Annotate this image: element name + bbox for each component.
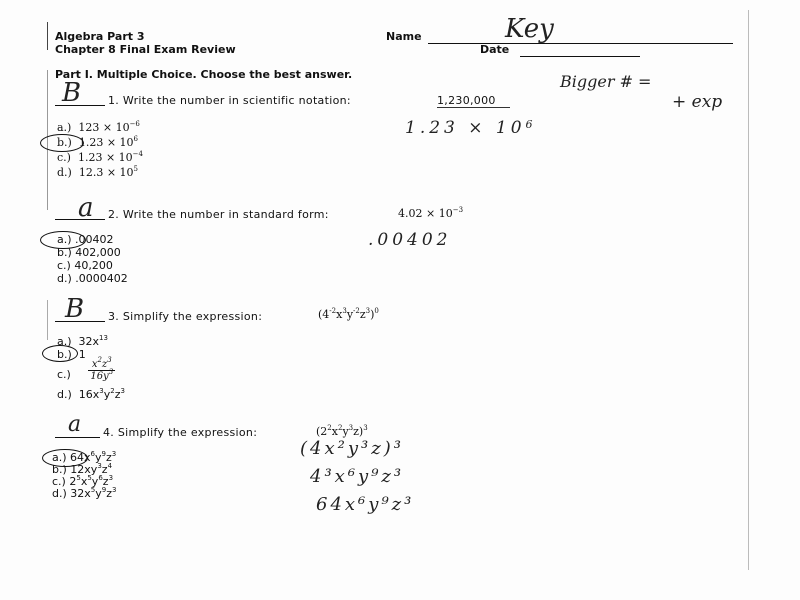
option-c: c.) $2^5x^5y^6z^3$	[52, 474, 114, 488]
student-work: 4³x⁶y⁹z³	[310, 466, 405, 487]
student-work: .00402	[368, 230, 452, 250]
option-label: b.)	[57, 348, 72, 361]
name-value: Key	[505, 14, 554, 44]
course-title: Algebra Part 3	[55, 30, 145, 43]
question-expression	[398, 207, 463, 220]
option-exponent: 5	[133, 165, 139, 173]
answer-mark: B	[65, 294, 85, 324]
option-exponent: −6	[129, 120, 140, 128]
answer-mark: B	[62, 78, 82, 108]
option-text: 12xy	[70, 463, 98, 476]
question-expression: $(2^2x^2y^3z)^3$	[316, 424, 368, 438]
expression-exponent: −3	[452, 206, 464, 214]
option-text: 123 × 10	[78, 121, 130, 134]
answer-mark: a	[78, 193, 94, 223]
work-exponent: 6	[525, 118, 537, 131]
name-label: Name	[386, 30, 422, 43]
option-text: 32x	[70, 487, 91, 500]
option-text: 2	[69, 475, 77, 488]
option-text: 12.3 × 10	[78, 166, 134, 179]
option-text: 64x	[70, 451, 91, 464]
question-prompt: 4. Simplify the expression:	[103, 426, 258, 439]
question-prompt: 2. Write the number in standard form:	[108, 208, 329, 221]
option-text: .0000402	[75, 272, 128, 285]
question-expression: 1,230,000	[437, 94, 496, 107]
option-a: a.) $64x^6y^9z^3$	[52, 450, 117, 464]
margin-note: + exp	[672, 92, 723, 112]
option-text: 1.23 × 10	[77, 151, 133, 164]
option-d: d.) $16x^3y^2z^3$	[57, 387, 125, 401]
left-margin-mark	[47, 300, 48, 340]
expression-underline	[437, 107, 510, 108]
answer-blank	[55, 437, 100, 438]
option-d	[57, 272, 128, 285]
option-b	[57, 246, 121, 259]
option-label: a.)	[57, 233, 72, 246]
option-text: 32x	[78, 335, 100, 348]
work-text: 1.23 × 10	[405, 118, 526, 138]
name-line	[428, 43, 733, 44]
option-c	[57, 355, 115, 382]
option-exponent: −4	[132, 150, 143, 158]
option-label: b.)	[57, 246, 72, 259]
option-label: a.)	[57, 121, 72, 134]
expression-text: 4.02 × 10	[398, 207, 453, 220]
option-text: 16x	[78, 388, 100, 401]
option-a	[57, 121, 140, 134]
question-expression: $(4^{-2}x^3y^{-2}z^3)^0$	[318, 307, 379, 321]
student-work	[405, 118, 537, 138]
option-label: d.)	[57, 388, 72, 401]
right-margin-mark	[748, 10, 749, 570]
selected-option-circle	[40, 134, 84, 152]
option-b: b.) $12xy^3z^4$	[52, 462, 113, 476]
option-exponent: 6	[133, 135, 139, 143]
option-label: b.)	[57, 136, 72, 149]
option-text: .00402	[75, 233, 114, 246]
question-prompt: 1. Write the number in scientific notation:	[108, 94, 351, 107]
date-label: Date	[480, 43, 510, 56]
option-label: d.)	[52, 487, 67, 500]
option-text: 1.23 × 10	[78, 136, 134, 149]
answer-mark: a	[68, 412, 82, 437]
option-label: d.)	[57, 272, 72, 285]
option-label: a.)	[52, 451, 67, 464]
option-label: b.)	[52, 463, 67, 476]
option-d: d.) $32x^5y^9z^3$	[52, 486, 117, 500]
part-heading: Part I. Multiple Choice. Choose the best answer.	[55, 68, 353, 81]
option-c	[57, 151, 143, 164]
option-label: a.)	[57, 335, 72, 348]
option-label: c.)	[52, 475, 66, 488]
chapter-title: Chapter 8 Final Exam Review	[55, 43, 236, 56]
option-c	[57, 259, 113, 272]
option-fraction: $\frac{x^2z^3}{16y^3}$	[90, 355, 114, 382]
option-text: 40,200	[74, 259, 113, 272]
student-work: (4x²y³z)³	[300, 438, 404, 459]
option-a: a.) $32x^{13}$	[57, 334, 108, 348]
option-label: d.)	[57, 166, 72, 179]
selected-option-circle	[42, 345, 78, 362]
date-line	[520, 56, 640, 57]
option-d	[57, 166, 138, 179]
student-work: 64x⁶y⁹z³	[316, 494, 415, 515]
question-prompt: 3. Simplify the expression:	[108, 310, 263, 323]
option-label: c.)	[57, 151, 71, 164]
option-label: c.)	[57, 259, 71, 272]
margin-note: Bigger # =	[560, 72, 652, 91]
option-text: 402,000	[75, 246, 121, 259]
left-margin-mark	[47, 22, 48, 50]
option-text: 1	[78, 348, 86, 361]
option-label: c.)	[57, 368, 71, 381]
